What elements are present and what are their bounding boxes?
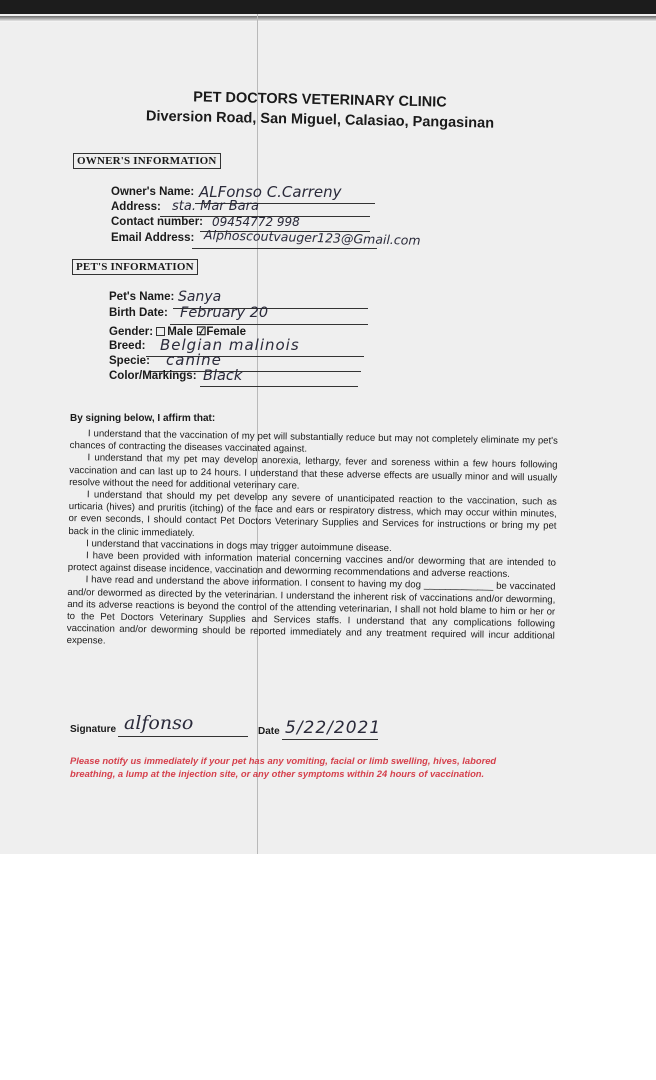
signature-line xyxy=(118,736,248,737)
contact-value: 09454772 998 xyxy=(212,215,300,229)
specie-value: canine xyxy=(166,351,222,369)
gender-label: Gender: xyxy=(109,326,154,338)
statement-paragraph-5: I have been provided with information material concerning vaccines and/or deworming that are intended to protect against disease incidence, vaccination and deworming recommendations and adverse reactions. xyxy=(67,550,557,581)
breed-label: Breed: xyxy=(109,340,146,352)
owner-name-label: Owner's Name: xyxy=(111,186,195,198)
color-label: Color/Markings: xyxy=(109,370,197,382)
female-option: Female xyxy=(206,326,247,338)
date-value: 5/22/2021 xyxy=(285,718,382,738)
contact-label: Contact number: xyxy=(111,216,203,228)
statement-intro: By signing below, I affirm that: xyxy=(70,413,216,424)
date-label: Date xyxy=(258,726,280,737)
clinic-address: Diversion Road, San Miguel, Calasiao, Pangasinan xyxy=(145,108,495,132)
statement-paragraph-2: I understand that my pet may develop anorexia, lethargy, fever and soreness within a few hours following vaccination and can last up to 24 hours. I understand that these adverse effects are usually minor and will usually resolve without the need for additional veterinary care. xyxy=(69,452,558,492)
color-value: Black xyxy=(203,368,243,384)
male-option: Male xyxy=(167,326,193,338)
email-label: Email Address: xyxy=(111,232,195,244)
post-vaccination-notice: Please notify us immediately if your pet has any vomiting, facial or limb swelling, hives, labored breathing, a lump at the injection site, or any other symptoms within 24 hours of vaccination. xyxy=(70,755,497,779)
birth-date-label: Birth Date: xyxy=(109,307,168,319)
email-value: Alphoscoutvauger123@Gmail.com xyxy=(203,227,421,248)
statement-paragraph-4: I understand that vaccinations in dogs may trigger autoimmune disease. xyxy=(86,538,392,554)
statement-paragraph-1: I understand that the vaccination of my pet will substantially reduce but may not completely eliminate my pet's chances of contracting the diseases vaccinated against. xyxy=(69,428,558,455)
birth-date-value: February 20 xyxy=(180,305,269,321)
statement-body xyxy=(67,428,558,655)
statement-paragraph-6: I have read and understand the above information. I consent to having my dog _____________ be vaccinated and/or dewormed as directed by the veterinarian. I understand the inherent risk of vaccinations and/or deworming, and its adverse reactions is beyond the control of the attending veterinarian, I shall not hold blame to him or her or to the Pet Doctors Veterinary Supplies and Services staffs. I understand that any complications following vaccination and/or deworming should be reported immediately and any treatment required will incur additional expense. xyxy=(66,574,556,648)
scan-shadow xyxy=(0,16,656,22)
email-line xyxy=(192,248,377,249)
pet-name-value: Sanya xyxy=(178,289,222,305)
date-line xyxy=(282,739,378,740)
female-checkbox-checked[interactable]: ☑ xyxy=(196,326,207,338)
owner-section-heading: OWNER'S INFORMATION xyxy=(73,153,221,169)
statement-paragraph-3: I understand that should my pet develop any severe of unanticipated reaction to the vaccination, such as urticaria (hives) and pruritis (itching) of the face and ears or respiratory distress, which may occur within minutes, or even seconds, I should contact Pet Doctors Veterinary Supplies and Services for instructions or bring my pet back in the clinic immediately. xyxy=(68,489,557,539)
owner-name-value: ALFonso C.Carreny xyxy=(199,183,342,201)
pet-name-label: Pet's Name: xyxy=(109,291,175,303)
color-line xyxy=(200,386,358,387)
address-label: Address: xyxy=(111,201,161,213)
signature-value: alfonso xyxy=(124,712,194,734)
breed-value: Belgian malinois xyxy=(160,336,300,354)
clinic-name: PET DOCTORS VETERINARY CLINIC xyxy=(193,89,447,111)
address-value: sta. Mar Bara xyxy=(172,199,259,214)
signature-label: Signature xyxy=(70,724,117,735)
pet-section-heading: PET'S INFORMATION xyxy=(72,259,198,275)
specie-label: Specie: xyxy=(109,355,150,367)
